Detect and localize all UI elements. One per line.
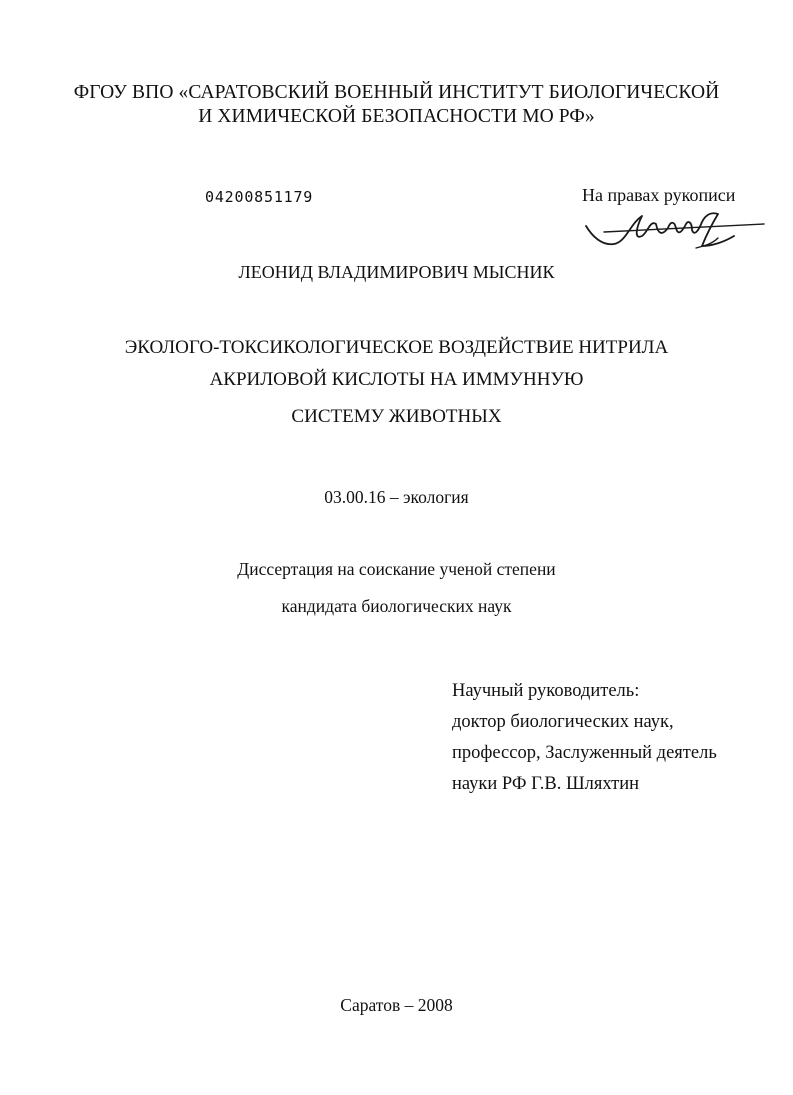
- advisor-line-2: профессор, Заслуженный деятель: [452, 743, 717, 763]
- thesis-title-line-1: ЭКОЛОГО-ТОКСИКОЛОГИЧЕСКОЕ ВОЗДЕЙСТВИЕ НИТРИЛА: [124, 337, 669, 358]
- institution-line-1: ФГОУ ВПО «САРАТОВСКИЙ ВОЕННЫЙ ИНСТИТУТ БИОЛОГИЧЕСКОЙ: [73, 82, 720, 103]
- registration-code: 04200851179: [205, 188, 314, 206]
- advisor-line-1: доктор биологических наук,: [452, 712, 674, 732]
- handwritten-signature: [578, 206, 768, 258]
- institution-line-2: И ХИМИЧЕСКОЙ БЕЗОПАСНОСТИ МО РФ»: [198, 106, 595, 127]
- city-year: Саратов – 2008: [340, 995, 453, 1015]
- thesis-title-line-2: АКРИЛОВОЙ КИСЛОТЫ НА ИММУННУЮ: [209, 369, 584, 390]
- advisor-label: Научный руководитель:: [452, 681, 640, 701]
- specialty-code: 03.00.16 – экология: [324, 487, 469, 507]
- advisor-line-3: науки РФ Г.В. Шляхтин: [452, 774, 640, 794]
- author-name: ЛЕОНИД ВЛАДИМИРОВИЧ МЫСНИК: [238, 262, 555, 282]
- degree-line-2: кандидата биологических наук: [281, 596, 512, 616]
- degree-line-1: Диссертация на соискание ученой степени: [237, 559, 556, 579]
- thesis-title-line-3: СИСТЕМУ ЖИВОТНЫХ: [291, 406, 502, 427]
- rights-notice: На правах рукописи: [582, 185, 736, 205]
